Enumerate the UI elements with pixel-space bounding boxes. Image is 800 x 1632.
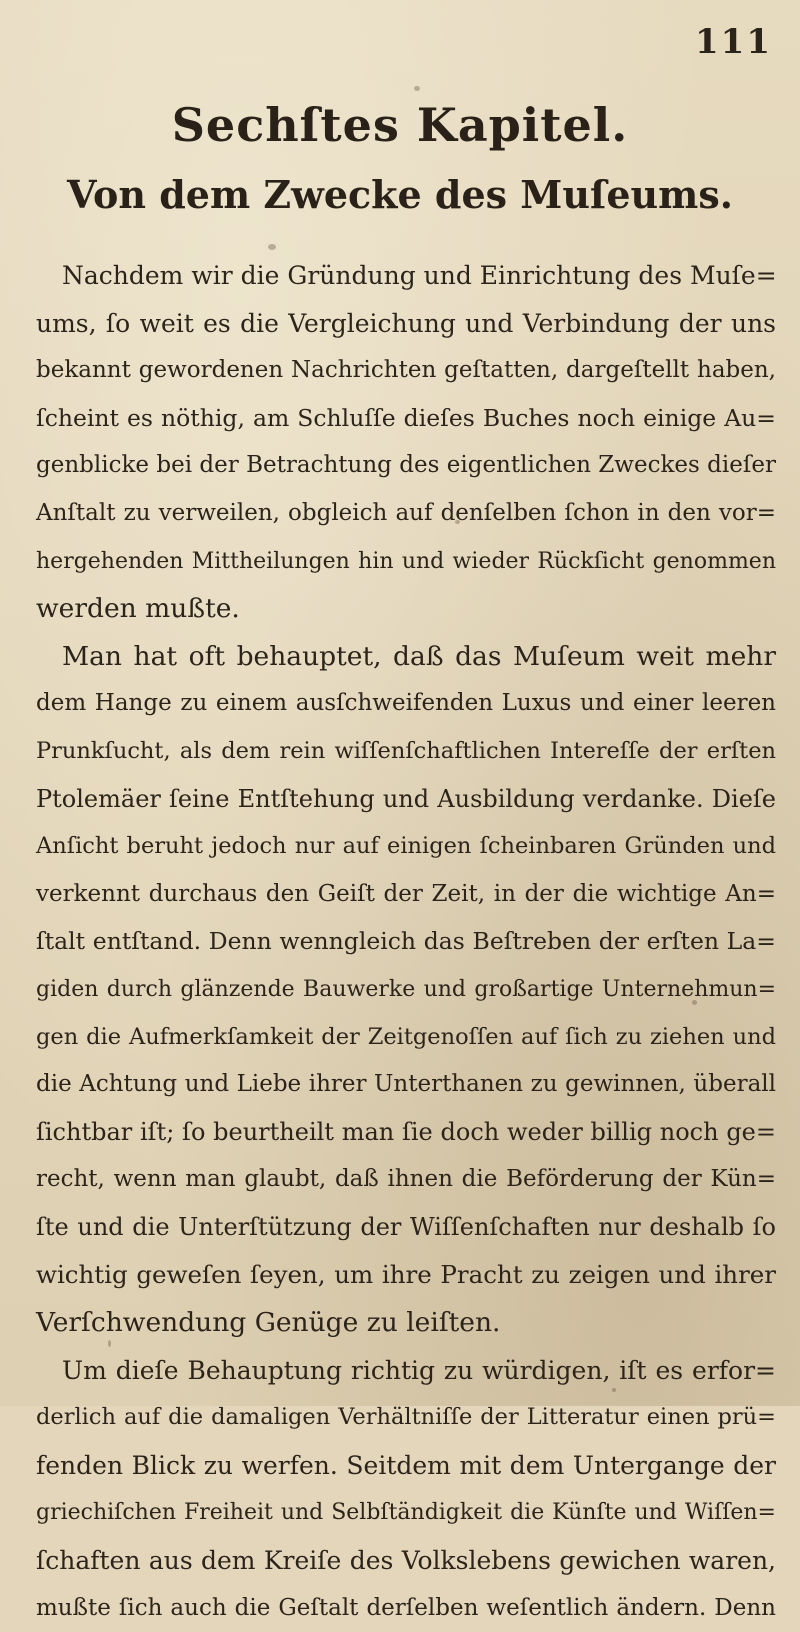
text-line: Verſchwendung Genüge zu leiſten. bbox=[36, 1307, 501, 1339]
text-line: wichtig geweſen ſeyen, um ihre Pracht zu zeigen und ihrer bbox=[36, 1260, 776, 1290]
text-line: recht, wenn man glaubt, daß ihnen die Beförderung der Kün= bbox=[36, 1166, 776, 1193]
text-line: ſichtbar iſt; ſo beurtheilt man ſie doch weder billig noch ge= bbox=[36, 1117, 776, 1146]
text-line: die Achtung und Liebe ihrer Unterthanen zu gewinnen, überall bbox=[36, 1071, 776, 1098]
text-line: derlich auf die damaligen Verhältniſſe der Litteratur einen prü= bbox=[36, 1404, 776, 1431]
text-line: Nachdem wir die Gründung und Einrichtung des Muſe= bbox=[62, 261, 777, 290]
paragraph-3 bbox=[36, 1347, 776, 1632]
text-line: Prunkſucht, als dem rein wiſſenſchaftlichen Intereſſe der erſten bbox=[36, 737, 776, 764]
text-line: mußte ſich auch die Geſtalt derſelben weſentlich ändern. Denn bbox=[36, 1594, 776, 1621]
text-line: ſcheint es nöthig, am Schluſſe dieſes Buches noch einige Au= bbox=[36, 403, 776, 432]
text-line: hergehenden Mittheilungen hin und wieder Rückſicht genommen bbox=[36, 548, 776, 574]
text-line: dem Hange zu einem ausſchweifenden Luxus und einer leeren bbox=[36, 690, 776, 717]
text-line: Man hat oft behauptet, daß das Muſeum weit mehr bbox=[62, 640, 776, 672]
page-number: 111 bbox=[695, 22, 772, 62]
body-text bbox=[36, 252, 776, 1632]
paper-speck bbox=[414, 86, 420, 91]
text-line: gen die Aufmerkſamkeit der Zeitgenoſſen auf ſich zu ziehen und bbox=[36, 1023, 776, 1050]
text-line: ſtalt entſtand. Denn wenngleich das Beſtreben der erſten La= bbox=[36, 927, 776, 956]
text-line: ſte und die Unterſtützung der Wiſſenſchaften nur deshalb ſo bbox=[36, 1212, 776, 1241]
text-line: verkennt durchaus den Geiſt der Zeit, in der die wichtige An= bbox=[36, 880, 776, 907]
paragraph-2 bbox=[36, 633, 776, 1347]
text-line: giden durch glänzende Bauwerke und großartige Unternehmun= bbox=[36, 976, 776, 1002]
text-line: griechiſchen Freiheit und Selbſtändigkeit die Künſte und Wiſſen= bbox=[36, 1500, 776, 1526]
text-line: genblicke bei der Betrachtung des eigentlichen Zweckes dieſer bbox=[36, 452, 776, 479]
text-line: ſchaften aus dem Kreiſe des Volkslebens gewichen waren, bbox=[36, 1546, 776, 1576]
text-line: Anſtalt zu verweilen, obgleich auf denſelben ſchon in den vor= bbox=[36, 499, 776, 526]
text-line: Anſicht beruht jedoch nur auf einigen ſcheinbaren Gründen und bbox=[36, 833, 776, 860]
paper-speck bbox=[268, 244, 276, 250]
text-line: ums, ſo weit es die Vergleichung und Verbindung der uns bbox=[36, 308, 776, 338]
chapter-subtitle: Von dem Zwecke des Muſeums. bbox=[67, 172, 733, 217]
text-line: fenden Blick zu werfen. Seitdem mit dem Untergange der bbox=[36, 1450, 776, 1480]
paragraph-1 bbox=[36, 252, 776, 633]
text-line: Um dieſe Behauptung richtig zu würdigen, iſt es erfor= bbox=[62, 1355, 776, 1385]
chapter-title: Sechſtes Kapitel. bbox=[171, 98, 629, 152]
text-line: bekannt gewordenen Nachrichten geſtatten, dargeſtellt haben, bbox=[36, 357, 776, 384]
text-line: Ptolemäer ſeine Entſtehung und Ausbildung verdanke. Dieſe bbox=[36, 784, 776, 813]
text-line: werden mußte. bbox=[36, 593, 240, 625]
